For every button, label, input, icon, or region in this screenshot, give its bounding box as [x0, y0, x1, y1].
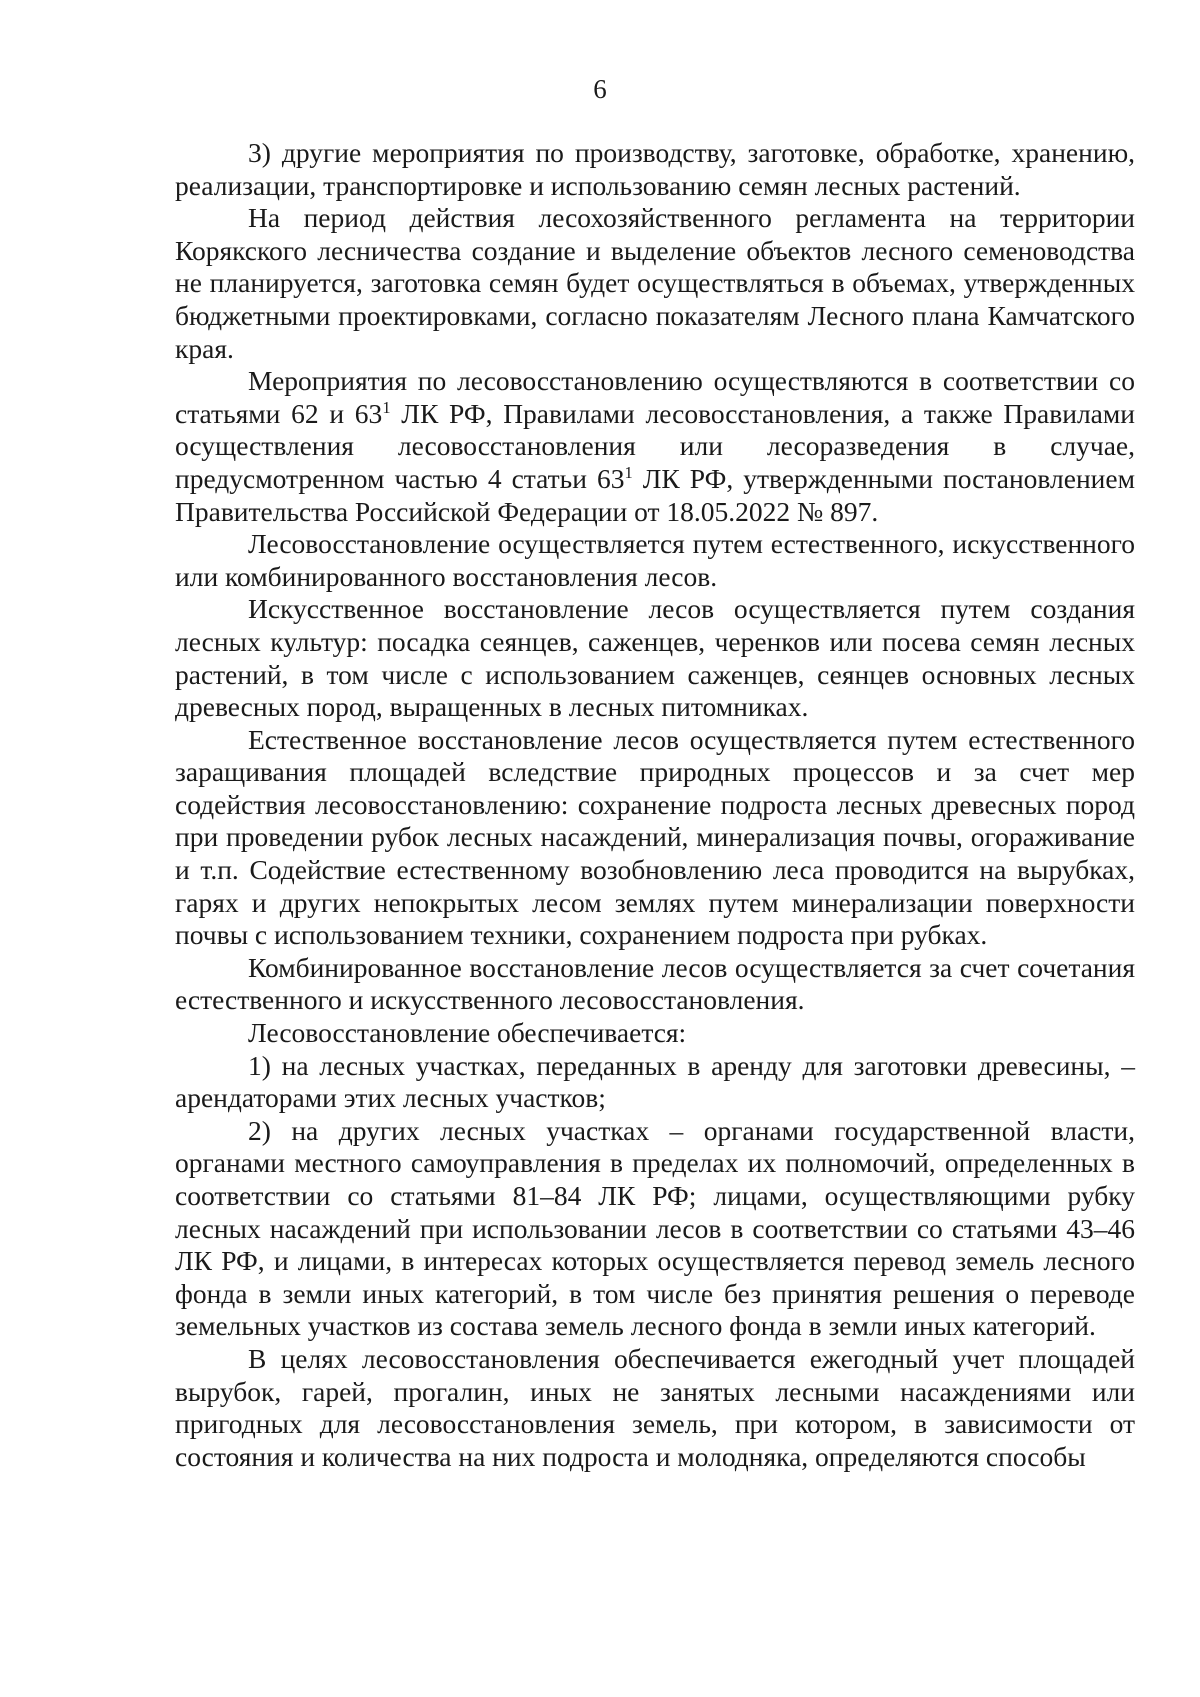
- text-fragment: Мероприятия по лесовосстановлению осуществляются в соответствии со статьями 62 и 63: [175, 365, 1135, 429]
- paragraph-seed-activities: 3) другие мероприятия по производству, заготовке, обработке, хранению, реализации, транспортировке и использованию семян лесных растений.: [175, 137, 1135, 201]
- paragraph-artificial-restoration: Искусственное восстановление лесов осуществляется путем создания лесных культур: посадка сеянцев, саженцев, черенков или посева семян лесных растений, в том числе с использованием саженцев, сеянцев основных лесных древесных пород, выращенных в лесных питомниках.: [175, 593, 1135, 723]
- superscript: 1: [624, 462, 633, 482]
- paragraph-annual-accounting: В целях лесовосстановления обеспечивается ежегодный учет площадей вырубок, гарей, прогалин, иных не занятых лесными насаждениями или пригодных для лесовосстановления земель, при котором, в зависимости от состояния и количества на них подроста и молодняка, определяются способы: [175, 1342, 1135, 1472]
- superscript: 1: [382, 397, 391, 417]
- paragraph-reforestation-provided: Лесовосстановление обеспечивается:: [248, 1017, 687, 1049]
- paragraph-reforestation-legal-basis: [175, 365, 1135, 528]
- page-number: 6: [593, 74, 607, 104]
- paragraph-natural-restoration: Естественное восстановление лесов осуществляется путем естественного заращивания площадей вследствие природных процессов и за счет мер содействия лесовосстановлению: сохранение подроста лесных древесных пород при проведении рубок лесных насаждений, минерализация почвы, огораживание и т.п. Содействие естественному возобновлению леса проводится на вырубках, гарях и других непокрытых лесом землях путем минерализации поверхности почвы с использованием техники, сохранением подроста при рубках.: [175, 723, 1135, 951]
- paragraph-combined-restoration: Комбинированное восстановление лесов осуществляется за счет сочетания естественного и искусственного лесовосстановления.: [175, 951, 1135, 1016]
- text-fragment: ЛК РФ, Правилами лесовосстановления, а также Правилами осуществления лесовосстановления или лесоразведения в случае, предусмотренном частью 4 статьи 63: [175, 397, 1135, 494]
- paragraph-seed-production-plan: На период действия лесохозяйственного регламента на территории Корякского лесничества создание и выделение объектов лесного семеноводства не планируется, заготовка семян будет осуществляться в объемах, утвержденных бюджетными проектировками, согласно показателям Лесного плана Камчатского края.: [175, 202, 1135, 364]
- document-body: [175, 137, 1135, 1473]
- text-fragment: ЛК РФ, утвержденными постановлением Правительства Российской Федерации от 18.05.2022 № 897.: [175, 462, 1135, 527]
- paragraph-reforestation-methods: Лесовосстановление осуществляется путем естественного, искусственного или комбинированного восстановления лесов.: [175, 528, 1135, 592]
- paragraph-list-item-1: 1) на лесных участках, переданных в аренду для заготовки древесины, – арендаторами этих лесных участков;: [175, 1049, 1135, 1114]
- paragraph-list-item-2: 2) на других лесных участках – органами государственной власти, органами местного самоуправления в пределах их полномочий, определенных в соответствии со статьями 81–84 ЛК РФ; лицами, осуществляющими рубку лесных насаждений при использовании лесов в соответствии со статьями 43–46 ЛК РФ, и лицами, в интересах которых осуществляется перевод земель лесного фонда в земли иных категорий, в том числе без принятия решения о переводе земельных участков из состава земель лесного фонда в земли иных категорий.: [175, 1114, 1135, 1342]
